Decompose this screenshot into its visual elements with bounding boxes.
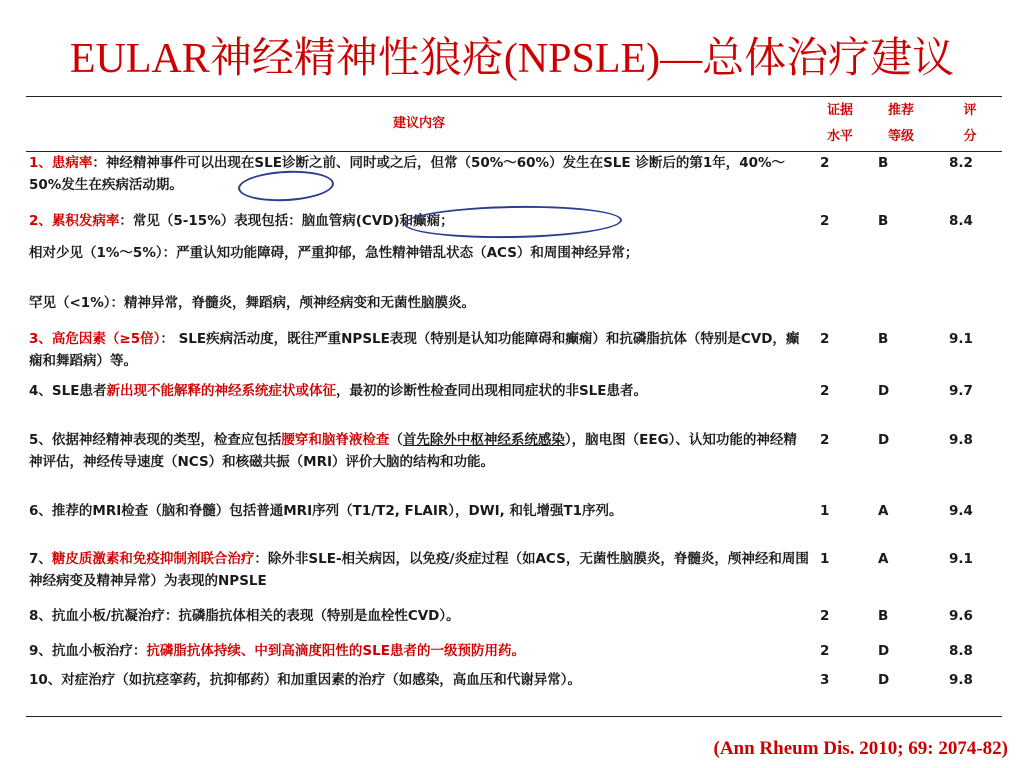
highlight-text: 糖皮质激素和免疫抑制剂联合治疗	[51, 551, 255, 567]
score: 9.6	[949, 608, 973, 624]
highlight-text: 高危因素（≥5倍）	[51, 331, 161, 347]
row-body: 8、抗血小板/抗凝治疗：抗磷脂抗体相关的表现（特别是血栓性CVD）。	[29, 608, 460, 624]
recommendation-grade: A	[878, 551, 889, 567]
row-text	[29, 152, 809, 196]
score: 9.1	[949, 331, 973, 347]
recommendation-grade: D	[878, 672, 890, 688]
row-text	[29, 210, 809, 232]
row-number: 1、	[29, 155, 52, 171]
column-header-score	[950, 98, 990, 150]
row-body: ），脑电图（EEG）、认知功能的神经精神评估，神经传导速度（NCS）和核磁共振（MRI）评价大脑的结构和功能。	[29, 432, 797, 470]
row-number: 2、	[29, 213, 52, 229]
score: 9.7	[949, 383, 973, 399]
evidence-level: 1	[820, 503, 830, 519]
highlight-text: 抗磷脂抗体持续、中到高滴度阳性的SLE患者的一级预防用药。	[146, 643, 525, 659]
row-text	[29, 429, 809, 473]
row-text: 相对少见（1%～5%）：严重认知功能障碍，严重抑郁，急性精神错乱状态（ACS）和周围神经异常；	[29, 245, 639, 261]
row-body: 5、依据神经精神表现的类型，检查应包括	[29, 432, 282, 448]
column-header-evidence	[818, 98, 862, 150]
recommendation-grade: D	[878, 383, 890, 399]
citation: (Ann Rheum Dis. 2010; 69: 2074-82)	[713, 738, 1008, 759]
score: 8.8	[949, 643, 973, 659]
recommendation-grade: D	[878, 643, 890, 659]
column-header-grade-line1: 推荐	[887, 103, 914, 118]
evidence-level: 3	[820, 672, 830, 688]
highlight-text: 腰穿和脑脊液检查	[281, 432, 390, 448]
table-top-rule	[26, 96, 1002, 97]
row-body: ： SLE疾病活动度，既往严重NPSLE表现（特别是认知功能障碍和癫痫）和抗磷脂抗体（特别是CVD，癫痫和舞蹈病）等。	[29, 331, 800, 369]
circled-text: 脑血管病(CVD)和癫痫；	[301, 213, 454, 229]
circled-text: 40%～50%	[29, 155, 786, 193]
underlined-text: 首先除外中枢神经系统感染	[402, 432, 565, 448]
row-body: ：除外非SLE-相关病因，以免疫/炎症过程（如ACS，无菌性脑膜炎，脊髓炎，颅神经和周围神经病变及精神异常）为表现的NPSLE	[29, 551, 809, 589]
evidence-level: 2	[820, 155, 830, 171]
score: 8.2	[949, 155, 973, 171]
evidence-level: 2	[820, 213, 830, 229]
evidence-level: 1	[820, 551, 830, 567]
page-title: EULAR神经精神性狼疮(NPSLE)—总体治疗建议	[69, 36, 955, 82]
evidence-level: 2	[820, 643, 830, 659]
score: 9.8	[949, 432, 973, 448]
row-text	[29, 640, 809, 662]
recommendation-grade: B	[878, 331, 889, 347]
row-body: ，最初的诊断性检查同出现相同症状的非SLE患者。	[335, 383, 647, 399]
recommendation-grade: B	[878, 608, 889, 624]
score: 8.4	[949, 213, 973, 229]
column-header-score-line2: 分	[963, 129, 977, 144]
row-body: 9、抗血小板治疗：	[29, 643, 147, 659]
score: 9.1	[949, 551, 973, 567]
recommendation-grade: B	[878, 155, 889, 171]
row-text	[29, 328, 809, 372]
score: 9.8	[949, 672, 973, 688]
row-body: （	[389, 432, 403, 448]
evidence-level: 2	[820, 432, 830, 448]
column-header-grade-line2: 等级	[887, 129, 914, 144]
column-header-content: 建议内容	[392, 116, 445, 131]
row-text	[29, 605, 809, 627]
row-text	[29, 669, 809, 691]
column-header-evidence-line2: 水平	[826, 129, 853, 144]
evidence-level: 2	[820, 608, 830, 624]
row-body: ：神经精神事件可以出现在SLE诊断之前、同时或之后，但常（50%～60%）发生在SLE 诊断后的第1年，	[92, 155, 740, 171]
row-text	[29, 500, 809, 522]
recommendation-grade: D	[878, 432, 890, 448]
row-text	[29, 380, 809, 402]
evidence-level: 2	[820, 331, 830, 347]
row-body: 10、对症治疗（如抗痉挛药，抗抑郁药）和加重因素的治疗（如感染，高血压和代谢异常）。	[29, 672, 582, 688]
table-bottom-rule	[26, 716, 1002, 717]
column-header-evidence-line1: 证据	[826, 103, 853, 118]
row-body: ：常见（5-15%）表现包括：	[119, 213, 302, 229]
highlight-text: 新出现不能解释的神经系统症状或体征	[106, 383, 336, 399]
row-text: 罕见（<1%）：精神异常，脊髓炎，舞蹈病，颅神经病变和无菌性脑膜炎。	[29, 295, 475, 311]
row-number: 7、	[29, 551, 52, 567]
row-number: 3、	[29, 331, 52, 347]
score: 9.4	[949, 503, 973, 519]
row-text	[29, 548, 809, 592]
evidence-level: 2	[820, 383, 830, 399]
recommendation-grade: B	[878, 213, 889, 229]
column-header-score-line1: 评	[963, 103, 977, 118]
row-body: 6、推荐的MRI检查（脑和脊髓）包括普通MRI序列（T1/T2, FLAIR），DWI, 和钆增强T1序列。	[29, 503, 623, 519]
highlight-text: 患病率	[51, 155, 93, 171]
row-body: 4、SLE患者	[29, 383, 107, 399]
recommendation-grade: A	[878, 503, 889, 519]
column-header-grade	[876, 98, 926, 150]
highlight-text: 累积发病率	[51, 213, 120, 229]
row-body: 发生在疾病活动期。	[61, 177, 183, 193]
